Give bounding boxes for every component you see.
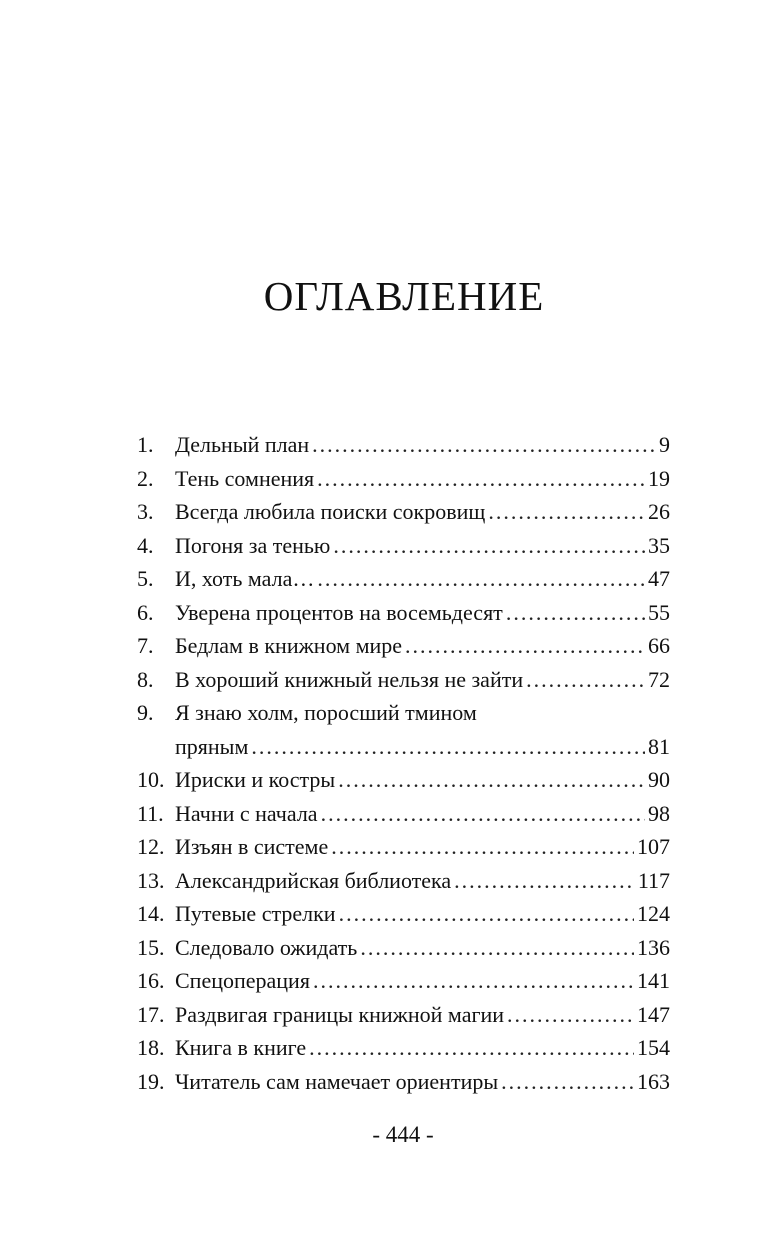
toc-dot-leader bbox=[454, 864, 635, 898]
toc-entry-title: Читатель сам намечает ориентиры bbox=[175, 1068, 499, 1094]
toc-entry[interactable] bbox=[137, 998, 670, 1032]
toc-entry[interactable] bbox=[137, 763, 670, 797]
toc-entry[interactable] bbox=[137, 495, 670, 529]
toc-entry-page: 154 bbox=[637, 1035, 670, 1060]
toc-dot-leader bbox=[309, 1031, 634, 1065]
toc-dot-leader bbox=[360, 931, 634, 965]
toc-entry-page: 163 bbox=[637, 1068, 670, 1094]
toc-entry-title: Изъян в системе bbox=[175, 834, 329, 859]
toc-entry-number: 18. bbox=[137, 1035, 165, 1060]
toc-entry-page: 19 bbox=[648, 465, 670, 491]
toc-entry[interactable] bbox=[137, 1065, 670, 1099]
toc-entry-title: И, хоть мала… bbox=[175, 566, 315, 591]
toc-entry[interactable] bbox=[137, 964, 670, 998]
toc-entry[interactable] bbox=[137, 1031, 670, 1065]
toc-entry-page: 47 bbox=[648, 566, 670, 591]
toc-entry-number: 16. bbox=[137, 968, 165, 993]
toc-entry[interactable] bbox=[137, 864, 670, 898]
toc-entry-number: 19. bbox=[137, 1068, 165, 1094]
toc-entry-page: 72 bbox=[648, 666, 670, 692]
toc-entry-number: 4. bbox=[137, 532, 154, 558]
toc-entry-number: 7. bbox=[137, 633, 154, 658]
toc-entry-page: 90 bbox=[648, 767, 670, 792]
toc-entry-number: 9. bbox=[137, 700, 154, 725]
toc-dot-leader bbox=[507, 998, 634, 1032]
toc-entry-title: Спецоперация bbox=[175, 968, 310, 993]
toc-dot-leader bbox=[405, 629, 645, 663]
toc-entry-title: Александрийская библиотека bbox=[175, 867, 452, 893]
toc-entry-page: 35 bbox=[648, 532, 670, 558]
toc-entry-page: 136 bbox=[637, 934, 670, 960]
toc-entry[interactable] bbox=[137, 562, 670, 596]
toc-entry-number: 3. bbox=[137, 499, 154, 524]
toc-entry-number: 6. bbox=[137, 599, 154, 625]
toc-dot-leader bbox=[526, 663, 645, 697]
toc-entry[interactable] bbox=[137, 529, 670, 563]
toc-dot-leader bbox=[251, 730, 645, 764]
toc-entry[interactable] bbox=[137, 629, 670, 663]
toc-entry[interactable] bbox=[137, 428, 670, 462]
toc-entry[interactable] bbox=[137, 931, 670, 965]
toc-entry-page: 117 bbox=[637, 867, 670, 893]
toc-entry-page: 124 bbox=[637, 901, 670, 926]
toc-entry[interactable] bbox=[137, 462, 670, 496]
toc-entry-page: 26 bbox=[648, 499, 670, 524]
toc-entry-title: Всегда любила поиски сокровищ bbox=[175, 499, 486, 524]
toc-entry-title-continued: пряным bbox=[175, 733, 249, 759]
toc-dot-leader bbox=[488, 495, 645, 529]
toc-entry-number: 14. bbox=[137, 901, 165, 926]
toc-entry-page: 9 bbox=[659, 432, 670, 457]
toc-entry-title: Начни с начала bbox=[175, 800, 318, 826]
toc-entry-title: Тень сомнения bbox=[175, 465, 315, 491]
toc-dot-leader bbox=[339, 897, 634, 931]
toc-entry-page: 98 bbox=[648, 800, 670, 826]
toc-entry-page: 147 bbox=[637, 1001, 670, 1027]
toc-entry[interactable] bbox=[137, 596, 670, 630]
toc-dot-leader bbox=[501, 1065, 634, 1099]
page-title: ОГЛАВЛЕНИЕ bbox=[263, 273, 545, 319]
toc-dot-leader bbox=[321, 797, 645, 831]
toc-entry-number: 13. bbox=[137, 867, 165, 893]
toc-entry-page: 141 bbox=[637, 968, 670, 993]
toc-entry-number: 15. bbox=[137, 934, 165, 960]
toc-entry-title: Я знаю холм, поросший тмином bbox=[175, 700, 477, 725]
toc-entry-number: 12. bbox=[137, 834, 165, 859]
toc-entry-page: 81 bbox=[648, 733, 670, 759]
toc-entry-number: 8. bbox=[137, 666, 154, 692]
toc-entry-page: 107 bbox=[637, 834, 670, 859]
toc-entry-title: Следовало ожидать bbox=[175, 934, 358, 960]
toc-entry-title: Книга в книге bbox=[175, 1035, 307, 1060]
toc-entry-number: 1. bbox=[137, 432, 154, 457]
toc-dot-leader bbox=[506, 596, 645, 630]
toc-dot-leader bbox=[333, 529, 645, 563]
toc-entry-title: Ириски и костры bbox=[175, 767, 336, 792]
toc-entry-number: 10. bbox=[137, 767, 165, 792]
toc-entry[interactable] bbox=[137, 897, 670, 931]
page-number: - 444 - bbox=[372, 1122, 434, 1147]
toc-entry-title: Путевые стрелки bbox=[175, 901, 336, 926]
toc-dot-leader bbox=[317, 562, 645, 596]
toc-entry[interactable] bbox=[137, 663, 670, 697]
toc-entry-number: 2. bbox=[137, 465, 154, 491]
toc-entry-title: Бедлам в книжном мире bbox=[175, 633, 403, 658]
toc-dot-leader bbox=[313, 964, 634, 998]
toc-entry-title: Погоня за тенью bbox=[175, 532, 331, 558]
toc-entry[interactable] bbox=[137, 696, 670, 763]
toc-entry[interactable] bbox=[137, 797, 670, 831]
toc-dot-leader bbox=[338, 763, 645, 797]
toc-entry-page: 55 bbox=[648, 599, 670, 625]
toc-dot-leader bbox=[312, 428, 656, 462]
toc-entry-number: 17. bbox=[137, 1001, 165, 1027]
toc-entry-number: 11. bbox=[137, 800, 164, 826]
toc-entry-title: Уверена процентов на восемьдесят bbox=[175, 599, 503, 625]
toc-entry-title: В хороший книжный нельзя не зайти bbox=[175, 666, 524, 692]
toc-entry-page: 66 bbox=[648, 633, 670, 658]
toc-dot-leader bbox=[317, 462, 645, 496]
table-of-contents bbox=[137, 428, 670, 1098]
toc-entry[interactable] bbox=[137, 830, 670, 864]
toc-entry-title: Раздвигая границы книжной магии bbox=[175, 1001, 505, 1027]
toc-entry-number: 5. bbox=[137, 566, 154, 591]
toc-entry-title: Дельный план bbox=[175, 432, 310, 457]
toc-dot-leader bbox=[331, 830, 634, 864]
